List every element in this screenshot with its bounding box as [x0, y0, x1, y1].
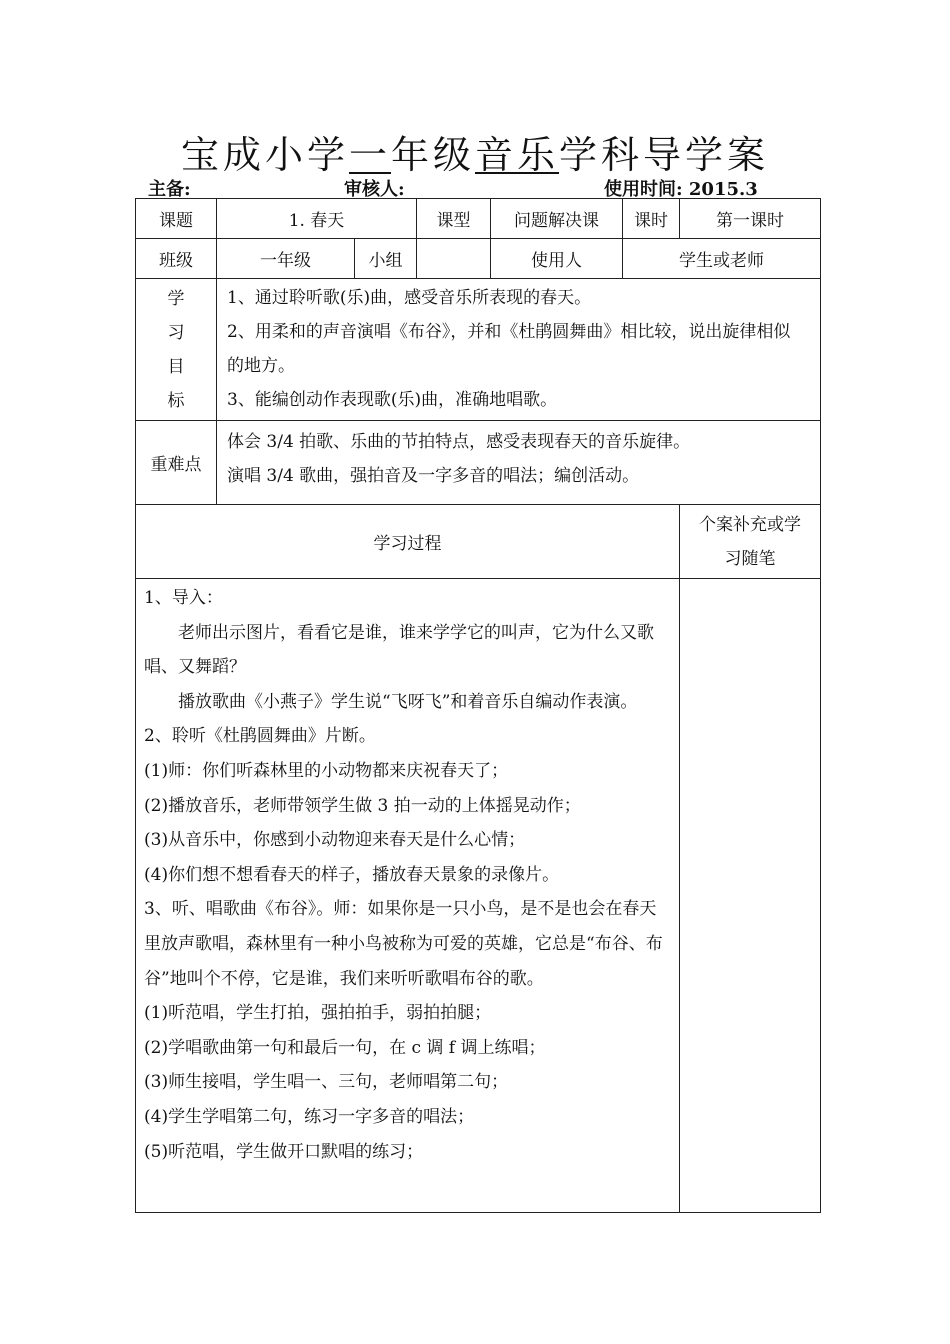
difficulty-line: 演唱 3/4 歌曲，强拍音及一字多音的唱法；编创活动。: [227, 466, 640, 486]
user-value: 学生或老师: [623, 239, 821, 279]
difficulty-label: 重难点: [136, 421, 217, 505]
process-line: (2)学唱歌曲第一句和最后一句，在 c 调 f 调上练唱；: [144, 1037, 546, 1058]
process-line: (2)播放音乐，老师带领学生做 3 拍一动的上体摇晃动作；: [144, 795, 581, 816]
process-header: 学习过程: [136, 505, 680, 579]
goals-label-char: 目: [167, 356, 185, 377]
period-label: 课时: [623, 199, 680, 239]
title-subject: 音乐: [475, 133, 560, 177]
lesson-plan-table: [135, 198, 821, 1213]
process-line: (1)听范唱，学生打拍，强拍拍手，弱拍拍腿；: [144, 1003, 492, 1024]
goal-line: 的地方。: [227, 356, 295, 376]
goals-label: [136, 279, 217, 421]
notes-cell[interactable]: [680, 579, 821, 1213]
goals-content: [217, 279, 821, 421]
process-line: 3、听、唱歌曲《布谷》。师：如果你是一只小鸟，是不是也会在春天里放声歌唱，森林里有一种小鸟被称为可爱的英雄，它总是“布谷、布谷”地叫个不停，它是谁，我们来听听歌唱布谷的歌。: [144, 899, 663, 989]
author-label: 主备:: [148, 179, 191, 200]
group-value: [417, 239, 491, 279]
process-content: [136, 579, 680, 1213]
process-line: (5)听范唱，学生做开口默唱的练习；: [144, 1141, 424, 1162]
difficulty-line: 体会 3/4 拍歌、乐曲的节拍特点，感受表现春天的音乐旋律。: [227, 432, 691, 452]
date-label: 使用时间: 2015.3: [604, 179, 758, 200]
goal-line: 3、能编创动作表现歌(乐)曲，准确地唱歌。: [227, 390, 558, 410]
reviewer-label: 审核人:: [344, 179, 405, 200]
process-line: 2、聆听《杜鹃圆舞曲》片断。: [144, 726, 376, 747]
notes-header-line: 习随笔: [724, 548, 776, 569]
goals-label-char: 学: [167, 288, 185, 309]
process-line: (4)学生学唱第二句，练习一字多音的唱法；: [144, 1106, 475, 1127]
type-label: 课型: [417, 199, 491, 239]
process-line: (1)师：你们听森林里的小动物都来庆祝春天了；: [144, 760, 509, 781]
document-title: [0, 124, 950, 179]
class-value: 一年级: [217, 239, 355, 279]
process-line: 1、导入：: [144, 588, 223, 608]
period-value: 第一课时: [680, 199, 821, 239]
difficulty-content: [217, 421, 821, 505]
goal-line: 1、通过聆听歌(乐)曲，感受音乐所表现的春天。: [227, 288, 592, 308]
group-label: 小组: [355, 239, 417, 279]
notes-header-line: 个案补充或学: [699, 514, 801, 535]
process-line: 播放歌曲《小燕子》学生说“飞呀飞”和着音乐自编动作表演。: [178, 691, 638, 712]
process-line: 老师出示图片，看看它是谁，谁来学学它的叫声，它为什么又歌唱、又舞蹈？: [144, 622, 654, 678]
process-line: (4)你们想不想看春天的样子，播放春天景象的录像片。: [144, 864, 560, 885]
goal-line: 2、用柔和的声音演唱《布谷》，并和《杜鹃圆舞曲》相比较，说出旋律相似: [227, 322, 791, 342]
goals-label-char: 习: [167, 322, 185, 343]
goals-label-char: 标: [167, 390, 185, 411]
process-line: (3)师生接唱，学生唱一、三句，老师唱第二句；: [144, 1072, 509, 1093]
title-suffix: 学科导学案: [559, 133, 770, 177]
topic-label: 课题: [136, 199, 217, 239]
class-label: 班级: [136, 239, 217, 279]
user-label: 使用人: [491, 239, 623, 279]
notes-header: [680, 505, 821, 579]
process-line: (3)从音乐中，你感到小动物迎来春天是什么心情；: [144, 830, 526, 851]
title-grade-suffix: 年级: [390, 133, 475, 177]
title-school: 宝成小学: [180, 133, 349, 177]
title-grade: 一: [348, 133, 391, 177]
type-value: 问题解决课: [491, 199, 623, 239]
topic-value: 1. 春天: [217, 199, 417, 239]
